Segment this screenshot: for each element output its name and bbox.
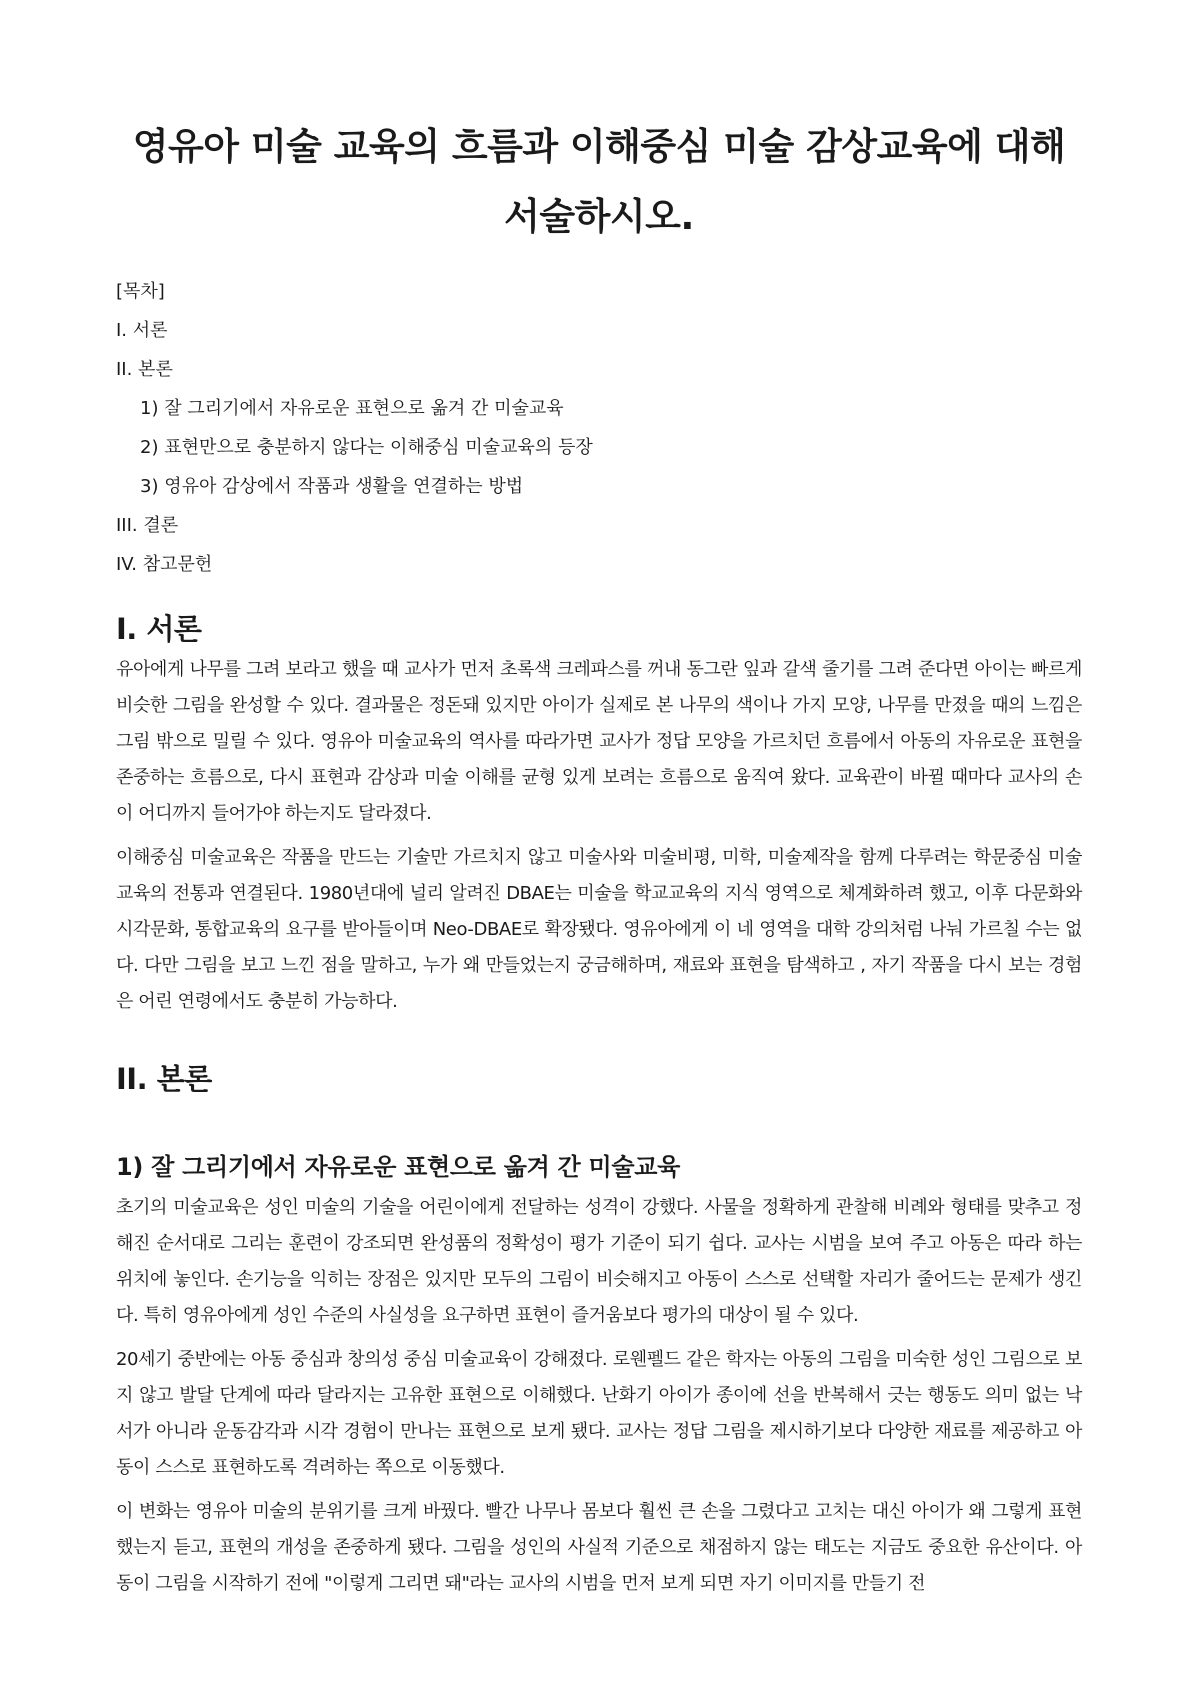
subsection-heading: 1) 잘 그리기에서 자유로운 표현으로 옮겨 간 미술교육 [116,1153,681,1181]
table-of-contents [116,272,1082,584]
document-title: 영유아 미술 교육의 흐름과 이해중심 미술 감상교육에 대해 서술하시오. [132,125,1066,238]
toc-subitem: 2) 표현만으로 충분하지 않다는 이해중심 미술교육의 등장 [140,437,593,458]
toc-item: II. 본론 [116,359,173,380]
section-heading-intro: I. 서론 [116,612,202,646]
toc-item: I. 서론 [116,320,168,341]
toc-item: III. 결론 [116,515,179,536]
toc-item: IV. 참고문헌 [116,554,213,575]
section-heading-body: II. 본론 [116,1062,212,1096]
paragraph: 이 변화는 영유아 미술의 분위기를 크게 바꿨다. 빨간 나무나 몸보다 훨씬 큰 손을 그렸다고 고치는 대신 아이가 왜 그렇게 표현했는지 듣고, 표현의 개성을 존중하게 됐다. 그림을 성인의 사실적 기준으로 채점하지 않는 태도는 지금도 중요한 유산이다. 아동이 그림을 시작하기 전에 "이렇게 그리면 돼"라는 교사의 시범을 먼저 보게 되면 자기 이미지를 만들기 전 [116,1501,1082,1594]
paragraph: 이해중심 미술교육은 작품을 만드는 기술만 가르치지 않고 미술사와 미술비평, 미학, 미술제작을 함께 다루려는 학문중심 미술교육의 전통과 연결된다. 1980년대에 널리 알려진 DBAE는 미술을 학교교육의 지식 영역으로 체계화하려 했고, 이후 다문화와 시각문화, 통합교육의 요구를 받아들이며 Neo-DBAE로 확장됐다. 영유아에게 이 네 영역을 대학 강의처럼 나눠 가르칠 수는 없다. 다만 그림을 보고 느낀 점을 말하고, 누가 왜 만들었는지 궁금해하며, 재료와 표현을 탐색하고 , 자기 작품을 다시 보는 경험은 어린 연령에서도 충분히 가능하다. [116,847,1082,1012]
toc-subitem: 3) 영유아 감상에서 작품과 생활을 연결하는 방법 [140,476,524,497]
paragraph: 유아에게 나무를 그려 보라고 했을 때 교사가 먼저 초록색 크레파스를 꺼내 동그란 잎과 갈색 줄기를 그려 준다면 아이는 빠르게 비슷한 그림을 완성할 수 있다. 결과물은 정돈돼 있지만 아이가 실제로 본 나무의 색이나 가지 모양, 나무를 만졌을 때의 느낌은 그림 밖으로 밀릴 수 있다. 영유아 미술교육의 역사를 따라가면 교사가 정답 모양을 가르치던 흐름에서 아동의 자유로운 표현을 존중하는 흐름으로, 다시 표현과 감상과 미술 이해를 균형 있게 보려는 흐름으로 움직여 왔다. 교육관이 바뀔 때마다 교사의 손이 어디까지 들어가야 하는지도 달라졌다. [116,659,1082,824]
paragraph: 20세기 중반에는 아동 중심과 창의성 중심 미술교육이 강해졌다. 로웬펠드 같은 학자는 아동의 그림을 미숙한 성인 그림으로 보지 않고 발달 단계에 따라 달라지는 고유한 표현으로 이해했다. 난화기 아이가 종이에 선을 반복해서 긋는 행동도 의미 없는 낙서가 아니라 운동감각과 시각 경험이 만나는 표현으로 보게 됐다. 교사는 정답 그림을 제시하기보다 다양한 재료를 제공하고 아동이 스스로 표현하도록 격려하는 쪽으로 이동했다. [116,1349,1082,1478]
toc-heading: [목차] [116,281,165,302]
toc-subitem: 1) 잘 그리기에서 자유로운 표현으로 옮겨 간 미술교육 [140,398,564,419]
paragraph: 초기의 미술교육은 성인 미술의 기술을 어린이에게 전달하는 성격이 강했다. 사물을 정확하게 관찰해 비례와 형태를 맞추고 정해진 순서대로 그리는 훈련이 강조되면 완성품의 정확성이 평가 기준이 되기 쉽다. 교사는 시범을 보여 주고 아동은 따라 하는 위치에 놓인다. 손기능을 익히는 장점은 있지만 모두의 그림이 비슷해지고 아동이 스스로 선택할 자리가 줄어드는 문제가 생긴다. 특히 영유아에게 성인 수준의 사실성을 요구하면 표현이 즐거움보다 평가의 대상이 될 수 있다. [116,1197,1082,1326]
